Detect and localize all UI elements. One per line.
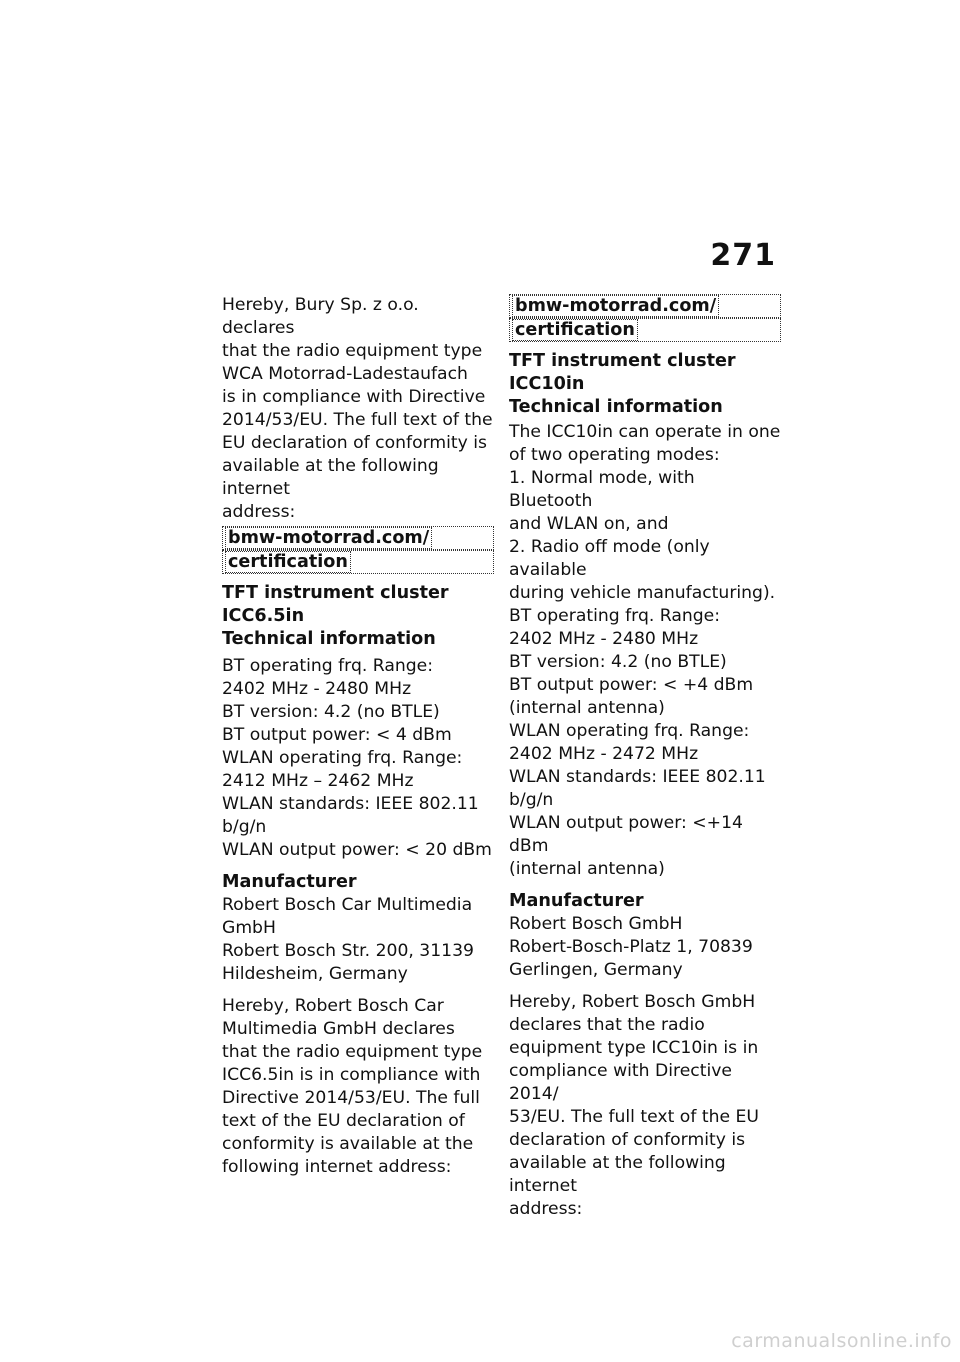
section-title-icc10: TFT instrument cluster ICC10in [509,351,736,394]
manufacturer-text-icc65: Robert Bosch Car Multimedia GmbH Robert Bosch Str. 200, 31139 Hildesheim, Germany [222,895,474,984]
declaration-text-icc65: Hereby, Robert Bosch Car Multimedia GmbH declares that the radio equipment type ICC6.5in is in compliance with Directive 2014/53/EU. The full text of the EU declaration of conformity is available at the following internet address: [222,996,483,1177]
certification-link-right[interactable] [509,294,781,342]
tech-info-text-icc10: The ICC10in can operate in one of two operating modes: 1. Normal mode, with Bluetooth and WLAN on, and 2. Radio off mode (only available during vehicle manufacturing). BT operating frq. Range: 2402 MHz - 2480 MHz BT version: 4.2 (no BTLE) BT output power: < +4 dBm (internal antenna) WLAN operating frq. Range: 2402 MHz - 2472 MHz WLAN standards: IEEE 802.11 b/g/n WLAN output power: <+14 dBm (internal antenna) [509,422,781,879]
manufacturer-heading-icc10: Manufacturer [509,891,644,911]
certification-link-right-line1[interactable]: bmw-motorrad.com/ [509,294,781,318]
manufacturer-text-icc10: Robert Bosch GmbH Robert-Bosch-Platz 1, 70839 Gerlingen, Germany [509,914,753,980]
tech-info-heading-icc10: Technical information [509,397,723,417]
right-column [509,294,781,1221]
left-column [222,294,494,1179]
manufacturer-heading-icc65: Manufacturer [222,872,357,892]
bury-declaration-text: Hereby, Bury Sp. z o.o. declares that the radio equipment type WCA Motorrad-Ladestaufach is in compliance with Directive 2014/53/EU. The full text of the EU declaration of conformity is available at the following internet address: [222,295,493,522]
page-number: 271 [710,238,776,273]
certification-link-line2[interactable]: certification [222,550,494,574]
section-title-icc65: TFT instrument cluster ICC6.5in [222,583,449,626]
declaration-text-icc10: Hereby, Robert Bosch GmbH declares that the radio equipment type ICC10in is in compliance with Directive 2014/ 53/EU. The full text of the EU declaration of conformity is available at the following internet address: [509,992,759,1219]
watermark: carmanualsonline.info [731,1330,952,1352]
tech-info-heading-icc65: Technical information [222,629,436,649]
certification-link-right-line2[interactable]: certification [509,318,781,342]
tech-info-text-icc65: BT operating frq. Range: 2402 MHz - 2480 MHz BT version: 4.2 (no BTLE) BT output power: < 4 dBm WLAN operating frq. Range: 2412 MHz – 2462 MHz WLAN standards: IEEE 802.11 b/g/n WLAN output power: < 20 dBm [222,656,492,860]
certification-link-line1[interactable]: bmw-motorrad.com/ [222,526,494,550]
certification-link[interactable] [222,526,494,574]
